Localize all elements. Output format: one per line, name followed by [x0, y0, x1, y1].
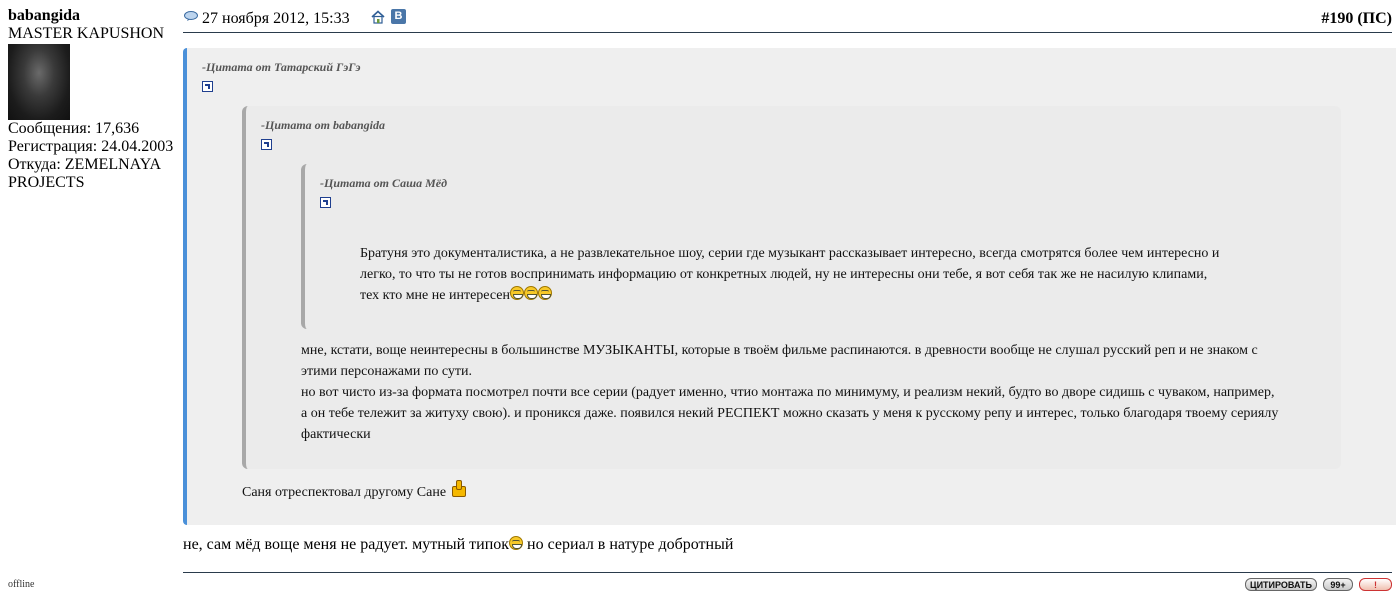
post-message	[183, 534, 733, 556]
quote-inner-link-icon[interactable]	[320, 197, 331, 208]
quote-middle-line: но вот чисто из-за формата посмотрел почти все серии (радует именно, чтио монтажа по минимуму, и реализм некий, будто во дворе сидишь с чуваком, например,	[301, 385, 1275, 400]
quote-middle-line: этими персонажами по сути.	[301, 364, 472, 379]
quote-middle-line: фактически	[301, 427, 371, 442]
quote-middle-text	[301, 340, 1311, 445]
multiquote-button[interactable]: 99+	[1323, 578, 1353, 591]
grin-smiley-icon	[509, 536, 523, 550]
user-location: Откуда: ZEMELNAYA PROJECTS	[8, 156, 161, 191]
ps-link[interactable]: (ПС)	[1357, 10, 1392, 27]
quote-middle-line: мне, кстати, воще неинтересны в большинстве МУЗЫКАНТЫ, которые в твоём фильме распинаются. в древности вообще не слушал русский реп и не знаком с	[301, 343, 1258, 358]
quote-outer-link-icon[interactable]	[202, 81, 213, 92]
quote-middle-line: а он тебе тележит за житуху свою). и проникся даже. появился некий РЕСПЕКТ можно сказать у меня к русскому репу и интерес, только благодаря твоему сериялу	[301, 406, 1279, 421]
post-number-link[interactable]: #190	[1321, 10, 1354, 27]
quote-inner-line-text: тех кто мне не интересен	[360, 288, 510, 303]
user-registration: Регистрация: 24.04.2003	[8, 138, 174, 155]
quote-outer-header: -Цитата от Татарский ГэГэ	[202, 60, 361, 74]
post-message-part1: не, сам мёд воще меня не радует. мутный типок	[183, 536, 510, 553]
user-post-count: Сообщения: 17,636	[8, 120, 140, 137]
post-footer-divider	[183, 572, 1392, 573]
post-message-part2: но сериал в натуре добротный	[523, 536, 734, 553]
quote-middle-header: -Цитата от babangida	[261, 118, 386, 132]
post-header	[183, 7, 1392, 33]
home-icon[interactable]	[371, 10, 385, 24]
quote-button[interactable]: ЦИТИРОВАТЬ	[1245, 578, 1317, 591]
avatar[interactable]	[8, 44, 70, 120]
online-status: offline	[8, 579, 35, 590]
user-panel	[8, 7, 180, 192]
vk-icon[interactable]: В	[391, 9, 406, 24]
thumbs-up-icon	[450, 480, 466, 496]
username[interactable]: babangida	[8, 7, 81, 24]
quote-inner-line: легко, то что ты не готов воспринимать информацию от конкретных людей, ну не интересны они тебе, я вот себя так же не насилую клипами,	[360, 267, 1208, 282]
quote-middle-link-icon[interactable]	[261, 139, 272, 150]
quote-inner-header: -Цитата от Саша Мёд	[320, 176, 448, 190]
quote-inner-line	[360, 285, 1280, 306]
post-date: 27 ноября 2012, 15:33	[202, 10, 350, 27]
quote-outer-text	[242, 480, 466, 503]
quote-inner-line: Братуня это документалистика, а не развлекательное шоу, серии где музыкант рассказывает интересно, всегда смотрятся более чем интересно и	[360, 246, 1220, 261]
grin-smiley-icon	[538, 286, 552, 300]
grin-smiley-icon	[510, 286, 524, 300]
quote-inner-text	[360, 243, 1280, 306]
report-button[interactable]: !	[1359, 578, 1392, 591]
user-title: MASTER KAPUSHON	[8, 25, 165, 42]
grin-smiley-icon	[524, 286, 538, 300]
quote-outer-text-label: Саня отреспектовал другому Сане	[242, 485, 447, 500]
post-number[interactable]	[1321, 10, 1392, 28]
post-bubble-icon	[184, 11, 198, 21]
